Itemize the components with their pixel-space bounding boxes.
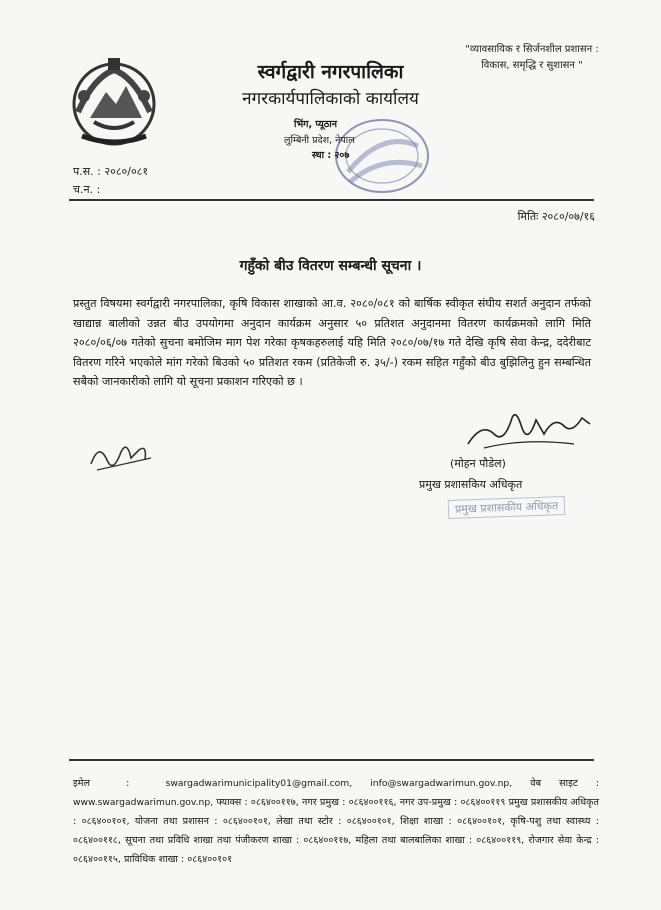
slogan-line-1: "व्यावसायिक र सिर्जनशील प्रशासन : [465, 44, 599, 55]
org-office: नगरकार्यपालिकाको कार्यालय [242, 89, 419, 109]
signatory-title: प्रमुख प्रशासकिय अधिकृत [419, 478, 523, 491]
email-label: इमेल [73, 778, 90, 789]
website-label: वेब साइट : [530, 778, 599, 789]
signatory-name: (मोहन पौडेल) [450, 457, 506, 470]
subject-heading: गहुँको बीउ वितरण सम्बन्धी सूचना । [239, 258, 422, 274]
patra-sankhya: प.स. : २०८०/०८१ [73, 165, 149, 178]
contact-numbers: फ्याक्स : ०८६४००११७, नगर प्रमुख : ०८६४००११६, नगर उप-प्रमुख : ०८६४००११९ प्रमुख प्रशासकीय अधिकृत : ०८६४००१०१, योजना तथा प्रशासन : ०८६४००१०१, लेखा तथा स्टोर : ०८६४००१०१, शिक्षा शाखा : ०८६४००१०१, कृषि-पशु तथा स्वास्थ्य : ०८६४००११८, सूचना तथा प्रविधि शाखा तथा पंजीकरण शाखा : ०८६४००११७, महिला तथा बालबालिका शाखा : ०८६४००११९, रोजगार सेवा केन्द्र : ०८६४००११५, प्राविधिक शाखा : ०८६४००१०१ [73, 797, 599, 865]
handwritten-initial-icon [85, 434, 161, 480]
designation-seal: प्रमुख प्रशासकीय अधिकृत [448, 496, 566, 519]
email-link-1[interactable]: swargadwarimunicipality01@gmail.com, [165, 778, 353, 789]
handwritten-signature-icon [464, 404, 594, 456]
address-line-1: भिंग, प्यूठान [294, 119, 338, 130]
address-line-3: स्था : २०७ [312, 150, 350, 161]
email-link-2[interactable]: info@swargadwarimun.gov.np, [370, 778, 513, 789]
slogan-line-2: विकास, समृद्धि र सुशासन " [481, 60, 583, 71]
chalani-number: च.न. : [73, 183, 101, 196]
header-divider [69, 199, 594, 201]
footer-contacts: इमेल : swargadwarimunicipality01@gmail.com, info@swargadwarimun.gov.np, वेब साइट : www.swargadwarimun.gov.np, फ्याक्स : ०८६४००११७, नगर प्रमुख : ०८६४००११६, नगर उप-प्रमुख : ०८६४००११९ प्रमुख प्रशासकीय अधिकृत : ०८६४००१०१, योजना तथा प्रशासन : ०८६४००१०१, लेखा तथा स्टोर : ०८६४००१०१, शिक्षा शाखा : ०८६४००१०१, कृषि-पशु तथा स्वास्थ्य : ०८६४००११८, सूचना तथा प्रविधि शाखा तथा पंजीकरण शाखा : ०८६४००११७, महिला तथा बालबालिका शाखा : ०८६४००११९, रोजगार सेवा केन्द्र : ०८६४००११५, प्राविधिक शाखा : ०८६४००१०१ [73, 778, 599, 865]
website-link[interactable]: www.swargadwarimun.gov.np, [73, 797, 214, 808]
address-line-2: लुम्बिनी प्रदेश, नेपाल [284, 135, 355, 146]
notice-body: प्रस्तुत विषयमा स्वर्गद्वारी नगरपालिका, कृषि विकास शाखाको आ.व. २०८०/०८१ को बार्षिक स्वीकृत संघीय सशर्त अनुदान तर्फको खाद्यान्न बालीको उन्नत बीउ उपयोगमा अनुदान कार्यक्रम अनुसार ५० प्रतिशत अनुदानमा वितरण कार्यक्रमको लागि मिति २०८०/०६/०७ गतेको सुचना बमोजिम माग पेश गरेका कृषकहरुलाई यहि मिति २०८०/०७/१७ गते देखि कृषि सेवा केन्द्र, ददेरीबाट वितरण गरिने भएकोले मांग गरेको बिउको ५० प्रतिशत रकम (प्रतिकेजी रु. ३५/-) रकम सहित गहुँको बीउ बुझिलिनु हुन सम्बन्धित सबैको जानकारीको लागि यो सूचना प्रकाशन गरिएको छ । [73, 297, 591, 388]
org-name: स्वर्गद्वारी नगरपालिका [257, 61, 404, 83]
letter-date: मितिः २०८०/०७/१६ [517, 210, 595, 223]
footer-divider [69, 759, 594, 761]
